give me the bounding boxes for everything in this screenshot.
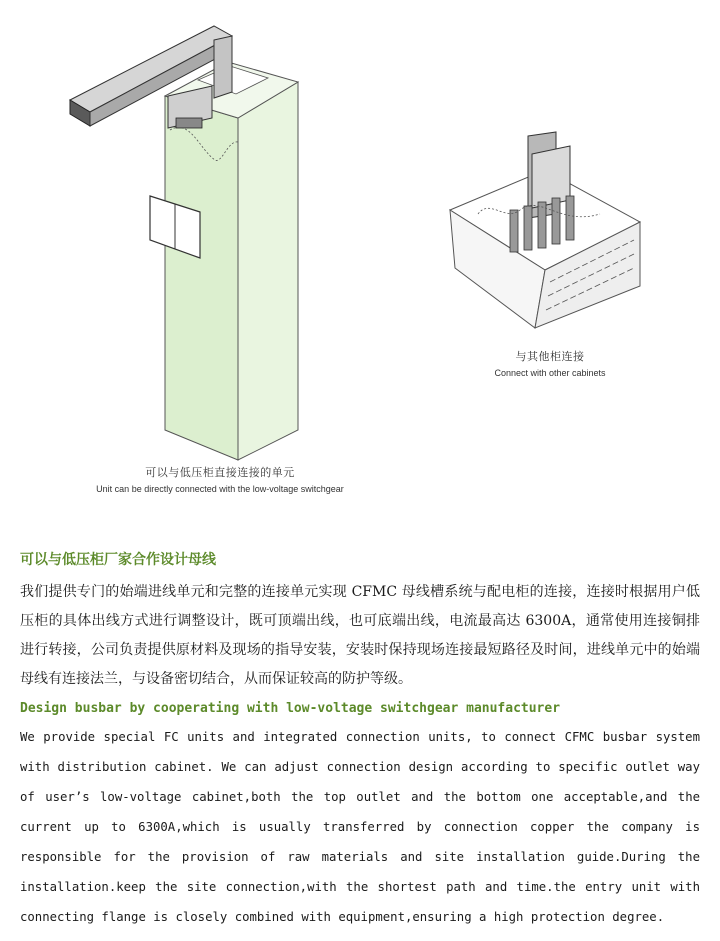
text-content bbox=[20, 548, 700, 932]
right-figure-caption bbox=[450, 348, 650, 378]
left-figure-caption bbox=[60, 464, 380, 494]
paragraph-en: We provide special FC units and integrated connection units, to connect CFMC busbar system with distribution cabinet. We can adjust connection design according to specific outlet way of user’s low-voltage cabinet,both the top outlet and the bottom one acceptable,and the current up to 6300A,which is usually transferred by connection copper the company is responsible for the provision of raw materials and site installation guide.During the installation.keep the site connection,with the shortest path and time.the entry unit with connecting flange is closely combined with equipment,ensuring a high protection degree. bbox=[20, 730, 700, 924]
right-caption-cn: 与其他柜连接 bbox=[515, 351, 585, 363]
cabinet-illustration bbox=[70, 26, 298, 460]
right-caption-en: Connect with other cabinets bbox=[494, 368, 606, 378]
cabinet-connection-illustration bbox=[450, 132, 640, 328]
paragraph-cn: 我们提供专门的始端进线单元和完整的连接单元实现 CFMC 母线槽系统与配电柜的连接，连接时根据用户低压柜的具体出线方式进行调整设计，既可顶端出线，也可底端出线，电流最高达 6300A，通常使用连接铜排进行转接，公司负责提供原材料及现场的指导安装，安装时保持现场连接最短路径及时间，进线单元中的始端母线有连接法兰，与设备密切结合，从而保证较高的防护等级。 bbox=[20, 584, 700, 687]
heading-cn: 可以与低压柜厂家合作设计母线 bbox=[20, 552, 216, 568]
left-caption-cn: 可以与低压柜直接连接的单元 bbox=[145, 467, 295, 479]
left-caption-en: Unit can be directly connected with the low-voltage switchgear bbox=[96, 484, 344, 494]
heading-en: Design busbar by cooperating with low-voltage switchgear manufacturer bbox=[20, 701, 561, 716]
